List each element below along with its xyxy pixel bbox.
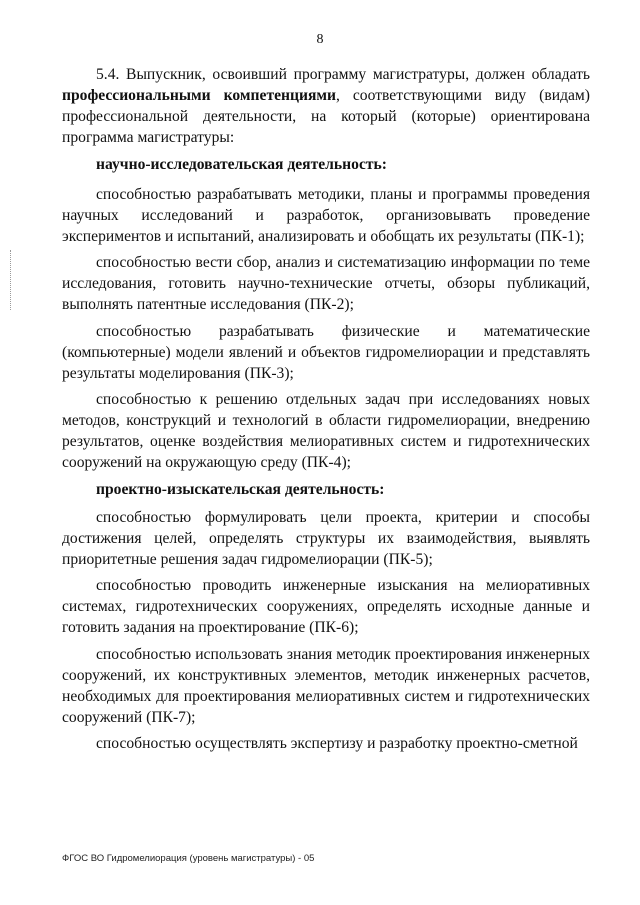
intro-before: 5.4. Выпускник, освоивший программу магистратуры, должен обладать bbox=[96, 66, 590, 83]
competence-pk4: способностью к решению отдельных задач при исследованиях новых методов, конструкций и технологий в области гидромелиорации, внедрению результатов, оценке воздействия мелиоративных систем и гидротехнических сооружений на окружающую среду (ПК-4); bbox=[62, 391, 590, 471]
competence-pk1: способностью разрабатывать методики, планы и программы проведения научных исследований и разработок, организовывать проведение экспериментов и испытаний, анализировать и обобщать их результаты (ПК-1); bbox=[62, 185, 590, 245]
competence-pk2: способностью вести сбор, анализ и систематизацию информации по теме исследования, готовить научно-технические отчеты, обзоры публикаций, выполнять патентные исследования (ПК-2); bbox=[62, 254, 590, 313]
page-footer: ФГОС ВО Гидромелиорация (уровень магистратуры) - 05 bbox=[62, 853, 315, 864]
intro-paragraph bbox=[62, 64, 590, 148]
competence-pk6: способностью проводить инженерные изыскания на мелиоративных системах, гидротехнических сооружениях, определять исходные данные и готовить задания на проектирование (ПК-6); bbox=[62, 577, 590, 636]
section-heading-design: проектно-изыскательская деятельность: bbox=[96, 480, 385, 498]
competence-pk3: способностью разрабатывать физические и математические (компьютерные) модели явлений и объектов гидромелиорации и представлять результаты моделирования (ПК-3); bbox=[62, 322, 590, 382]
margin-marks bbox=[10, 250, 12, 310]
intro-after: , соответствующими виду (видам) профессиональной деятельности, на который (которые) ориентирована программа магистратуры: bbox=[62, 87, 590, 146]
section-heading-research: научно-исследовательская деятельность: bbox=[96, 155, 387, 173]
page-number: 8 bbox=[316, 32, 324, 47]
competence-pk7: способностью использовать знания методик проектирования инженерных сооружений, их конструктивных элементов, методик инженерных расчетов, необходимых для проектирования мелиоративных систем и гидротехнических сооружений (ПК-7); bbox=[62, 645, 590, 726]
competence-pk5: способностью формулировать цели проекта, критерии и способы достижения целей, определять структуры их взаимодействия, выявлять приоритетные решения задач гидромелиорации (ПК-5); bbox=[62, 508, 590, 568]
intro-bold-term: профессиональными компетенциями bbox=[62, 87, 337, 104]
document-body bbox=[62, 64, 590, 760]
competence-pk8-start: способностью осуществлять экспертизу и разработку проектно-сметной bbox=[96, 735, 578, 752]
